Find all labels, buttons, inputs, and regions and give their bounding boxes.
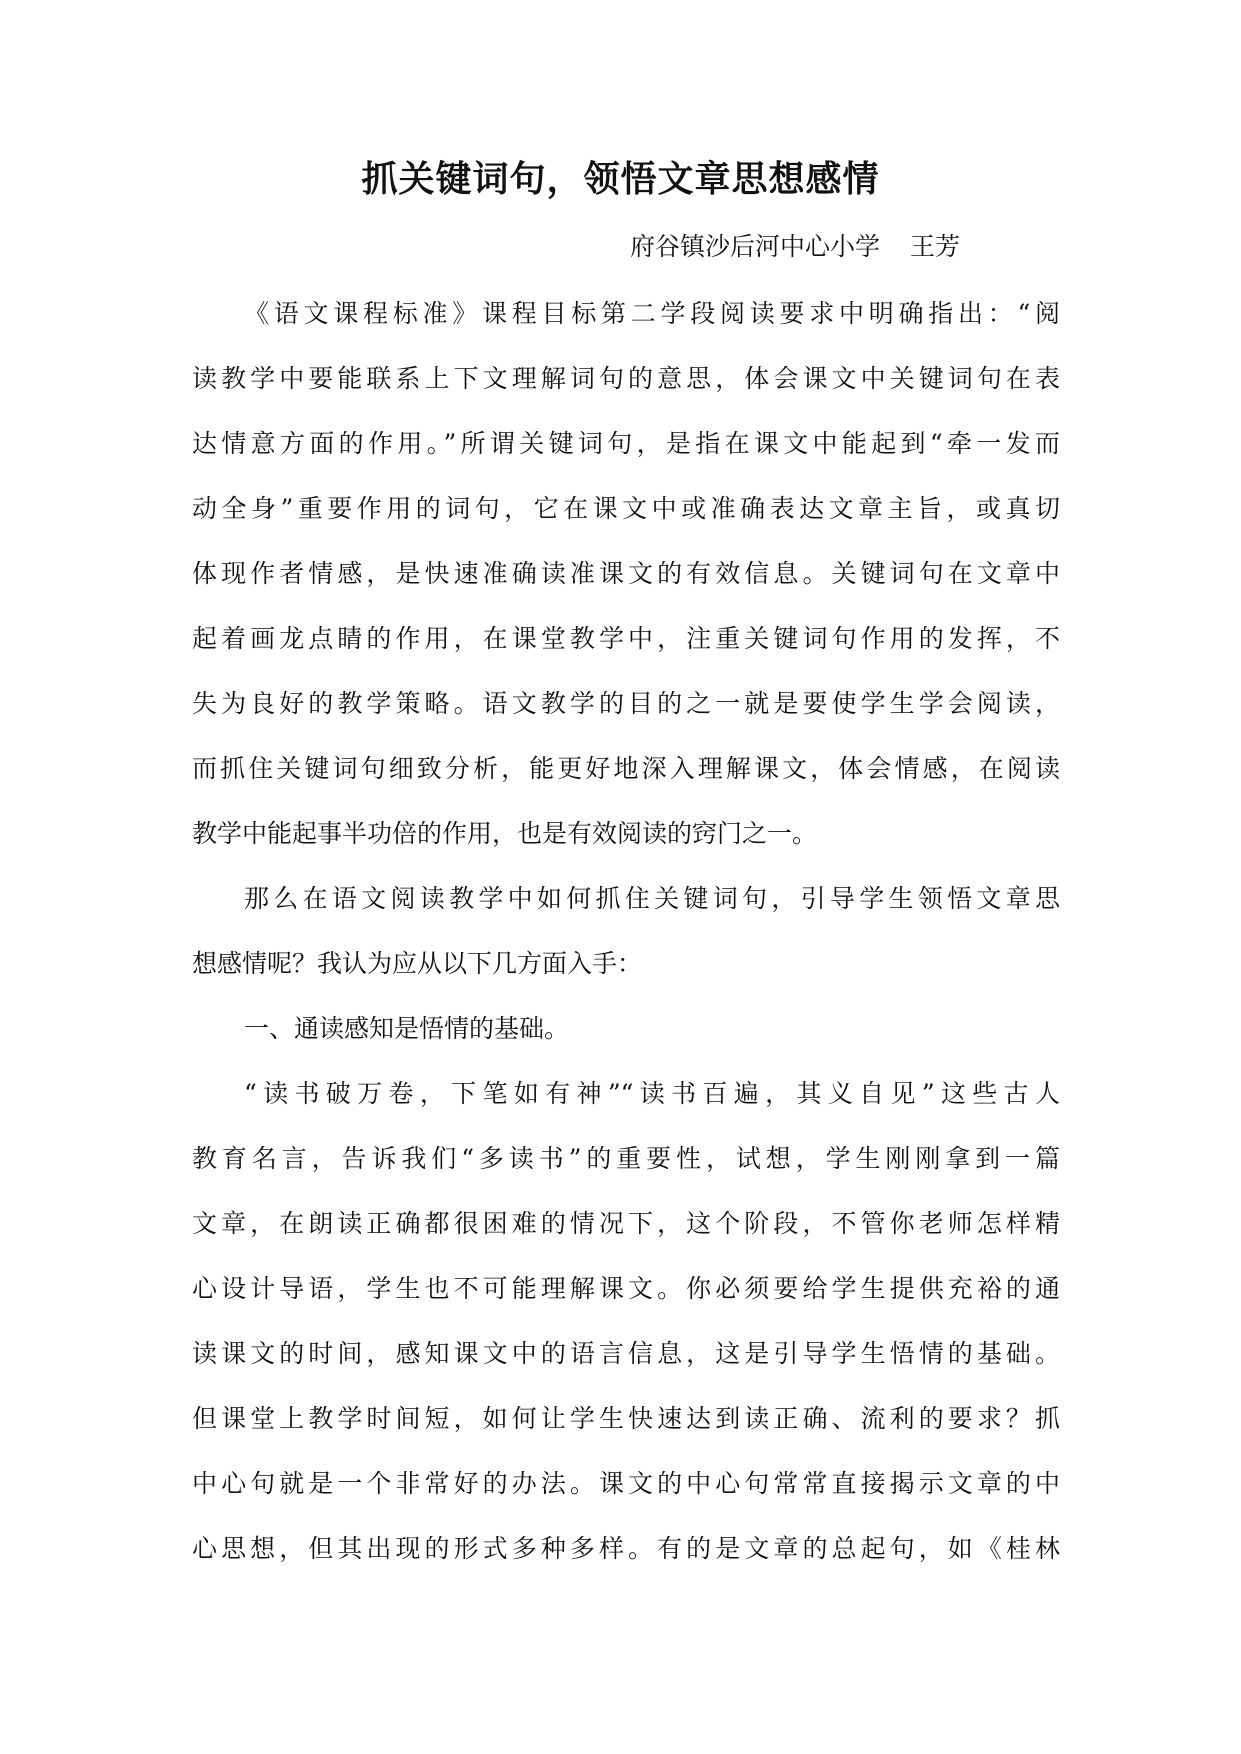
body-line: 《语文课程标准》课程目标第二学段阅读要求中明确指出：“阅 xyxy=(244,299,1060,328)
body-line: 心思想，但其出现的形式多种多样。有的是文章的总起句，如《桂林 xyxy=(192,1534,1060,1563)
body-line: 动全身”重要作用的词句，它在课文中或准确表达文章主旨，或真切 xyxy=(192,494,1060,523)
body-line: 失为良好的教学策略。语文教学的目的之一就是要使学生学会阅读， xyxy=(192,689,1060,718)
body-line: 读课文的时间，感知课文中的语言信息，这是引导学生悟情的基础。 xyxy=(192,1339,1060,1368)
body-line: 但课堂上教学时间短，如何让学生快速达到读正确、流利的要求？抓 xyxy=(192,1404,1060,1433)
body-line: 而抓住关键词句细致分析，能更好地深入理解课文，体会情感，在阅读 xyxy=(192,754,1060,783)
body-line: 读教学中要能联系上下文理解词句的意思，体会课文中关键词句在表 xyxy=(192,364,1060,393)
document-title: 抓关键词句，领悟文章思想感情 xyxy=(361,159,880,200)
body-line: 中心句就是一个非常好的办法。课文的中心句常常直接揭示文章的中 xyxy=(192,1469,1060,1498)
byline-author: 王芳 xyxy=(910,232,961,261)
body-line: 想感情呢？我认为应从以下几方面入手： xyxy=(192,949,643,978)
body-line: 心设计导语，学生也不可能理解课文。你必须要给学生提供充裕的通 xyxy=(192,1274,1060,1303)
body-text xyxy=(192,292,1060,1592)
body-line: 一、通读感知是悟情的基础。 xyxy=(244,1014,570,1043)
body-line: 文章，在朗读正确都很困难的情况下，这个阶段，不管你老师怎样精 xyxy=(192,1209,1060,1238)
body-line: 教学中能起事半功倍的作用，也是有效阅读的窍门之一。 xyxy=(192,819,818,848)
byline-school: 府谷镇沙后河中心小学 xyxy=(630,232,881,261)
body-line: 起着画龙点睛的作用，在课堂教学中，注重关键词句作用的发挥，不 xyxy=(192,624,1060,653)
body-line: 体现作者情感，是快速准确读准课文的有效信息。关键词句在文章中 xyxy=(192,559,1060,588)
body-line: 那么在语文阅读教学中如何抓住关键词句，引导学生领悟文章思 xyxy=(244,884,1060,913)
body-line: 达情意方面的作用。”所谓关键词句，是指在课文中能起到“牵一发而 xyxy=(192,429,1060,458)
body-line: “读书破万卷，下笔如有神”“读书百遍，其义自见”这些古人 xyxy=(244,1079,1060,1108)
byline xyxy=(630,225,960,269)
body-line: 教育名言，告诉我们“多读书”的重要性，试想，学生刚刚拿到一篇 xyxy=(192,1144,1060,1173)
